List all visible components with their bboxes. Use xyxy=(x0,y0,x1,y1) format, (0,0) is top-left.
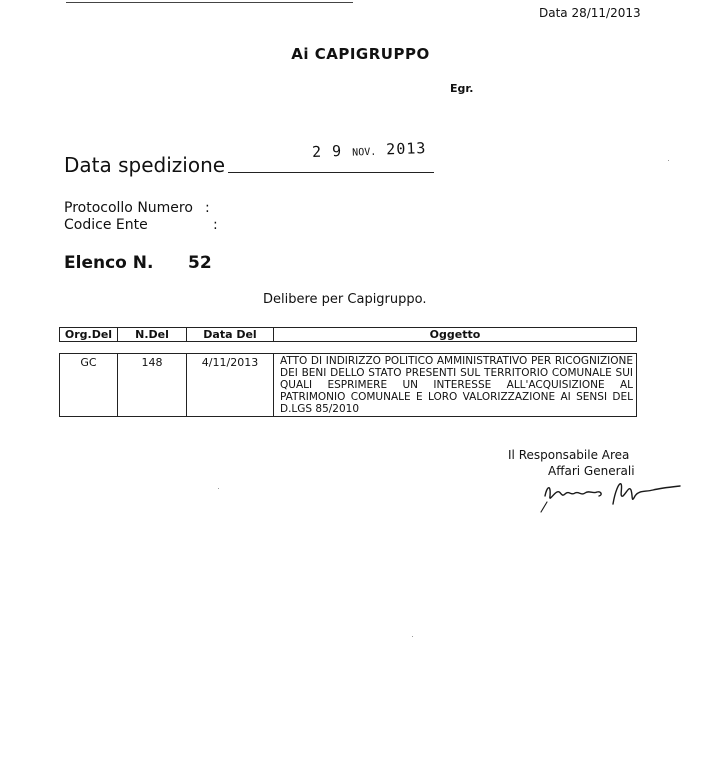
handwritten-signature xyxy=(535,474,685,518)
table-header-row xyxy=(60,328,637,342)
table-header xyxy=(59,327,637,342)
resolutions-table xyxy=(59,353,637,417)
entity-code-colon: : xyxy=(213,217,218,233)
salutation: Egr. xyxy=(450,82,474,95)
shipping-date-stamp xyxy=(312,139,427,161)
signatory-title: Il Responsabile Area xyxy=(508,448,630,462)
scan-speck xyxy=(668,160,669,161)
header-n-del: N.Del xyxy=(118,328,187,342)
stamp-day: 2 9 xyxy=(311,141,343,161)
cell-oggetto: ATTO DI INDIRIZZO POLITICO AMMINISTRATIVO PER RICOGNIZIONE DEI BENI DELLO STATO PRESENTI SUL TERRITORIO COMUNALE SUI QUALI ESPRIMERE UN INTERESSE ALL'ACQUISIZIONE AL PATRIMONIO COMUNALE E LORO VALORIZZAZIONE AI SENSI DEL D.LGS 85/2010 xyxy=(274,354,637,417)
shipping-date-line xyxy=(228,172,434,173)
cell-data-del: 4/11/2013 xyxy=(187,354,274,417)
stamp-month: NOV. xyxy=(352,146,377,159)
document-subtitle: Delibere per Capigruppo. xyxy=(263,292,427,307)
stamp-year: 2013 xyxy=(385,139,427,159)
header-data-del: Data Del xyxy=(187,328,274,342)
protocol-number-colon: : xyxy=(205,200,210,216)
document-title: Ai CAPIGRUPPO xyxy=(291,45,430,63)
header-oggetto: Oggetto xyxy=(274,328,637,342)
entity-code-label: Codice Ente xyxy=(64,217,148,233)
header-org-del: Org.Del xyxy=(60,328,118,342)
signatory-department: Affari Generali xyxy=(548,464,635,478)
scan-speck xyxy=(412,636,413,637)
top-divider xyxy=(66,2,353,3)
scan-speck xyxy=(218,488,219,489)
cell-org-del: GC xyxy=(60,354,118,417)
document-date: Data 28/11/2013 xyxy=(539,6,641,20)
list-number: 52 xyxy=(188,253,212,273)
shipping-date-label: Data spedizione xyxy=(64,153,226,177)
list-label: Elenco N. xyxy=(64,253,154,273)
cell-n-del: 148 xyxy=(118,354,187,417)
protocol-number-label: Protocollo Numero xyxy=(64,200,193,216)
table-row xyxy=(60,354,637,417)
